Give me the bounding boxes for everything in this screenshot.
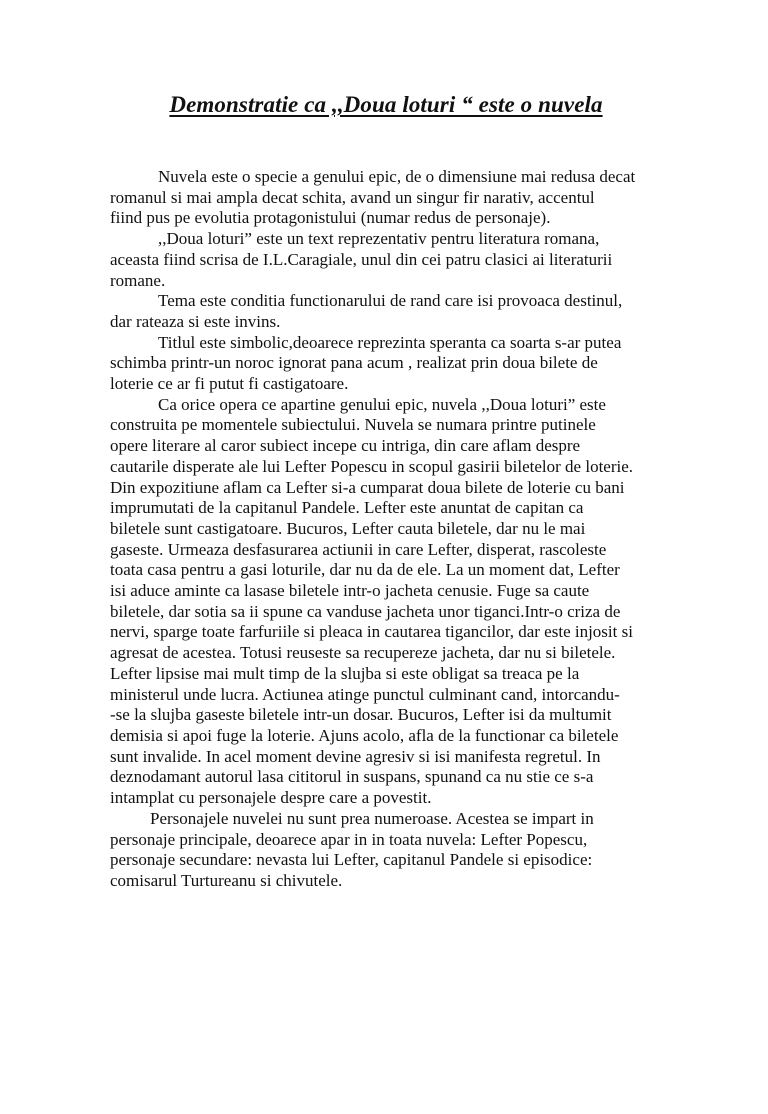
text-line: romane. [110,270,166,290]
text-line: agresat de acestea. Totusi reuseste sa recupereze jacheta, dar nu si biletele. [110,643,616,663]
text-line: aceasta fiind scrisa de I.L.Caragiale, unul din cei patru clasici ai literaturii [110,249,613,269]
text-line: imprumutati de la capitanul Pandele. Lefter este anuntat de capitan ca [110,498,584,518]
text-line: loterie ce ar fi putut fi castigatoare. [110,374,349,394]
text-line: biletele sunt castigatoare. Bucuros, Lefter cauta biletele, dar nu le mai [110,518,586,538]
text-line: Din expozitiune aflam ca Lefter si-a cumparat doua bilete de loterie cu bani [110,477,625,497]
text-line: Nuvela este o specie a genului epic, de o dimensiune mai redusa decat [158,167,636,186]
text-line: personaje secundare: nevasta lui Lefter, capitanul Pandele si episodice: [110,850,593,870]
document-title: Demonstratie ca ,,Doua loturi “ este o nuvela [169,92,603,117]
paragraph [110,291,662,332]
text-line: personaje principale, deoarece apar in in toata nuvela: Lefter Popescu, [110,829,588,849]
text-line: ministerul unde lucra. Actiunea atinge punctul culminant cand, intorcandu- [110,684,620,704]
text-line: Lefter lipsise mai mult timp de la slujba si este obligat sa treaca pe la [110,663,580,683]
text-line: sunt invalide. In acel moment devine agresiv si isi manifesta regretul. In [110,746,601,766]
text-line: construita pe momentele subiectului. Nuvela se numara printre putinele [110,415,596,435]
document-body [110,167,662,892]
text-line: fiind pus pe evolutia protagonistului (numar redus de personaje). [110,208,551,228]
paragraph [110,333,662,395]
text-line: demisia si apoi fuge la loterie. Ajuns acolo, afla de la functionar ca biletele [110,725,619,745]
paragraph [110,167,662,229]
text-line: -se la slujba gaseste biletele intr-un dosar. Bucuros, Lefter isi da multumit [110,705,612,725]
text-line: romanul si mai ampla decat schita, avand un singur fir narativ, accentul [110,187,595,207]
document-page [0,90,768,1114]
text-line: dar rateaza si este invins. [110,311,281,331]
paragraph [110,229,662,291]
text-line: deznodamant autorul lasa cititorul in suspans, spunand ca nu stie ce s-a [110,767,594,787]
text-line: Ca orice opera ce apartine genului epic, nuvela ,,Doua loturi” este [158,394,606,414]
paragraph [110,809,662,892]
text-line: Tema este conditia functionarului de rand care isi provoaca destinul, [158,291,623,311]
text-line: Titlul este simbolic,deoarece reprezinta speranta ca soarta s-ar putea [158,332,622,352]
text-line: schimba printr-un noroc ignorat pana acum , realizat prin doua bilete de [110,353,598,373]
text-line: comisarul Turtureanu si chivutele. [110,870,343,890]
text-line: cautarile disperate ale lui Lefter Popescu in scopul gasirii biletelor de loterie. [110,456,634,476]
paragraph [110,395,662,809]
text-line: biletele, dar sotia sa ii spune ca vanduse jacheta unor tiganci.Intr-o criza de [110,601,621,621]
text-line: intamplat cu personajele despre care a povestit. [110,788,432,808]
text-line: ,,Doua loturi” este un text reprezentativ pentru literatura romana, [158,229,600,249]
text-line: Personajele nuvelei nu sunt prea numeroase. Acestea se impart in [150,808,594,828]
text-line: opere literare al caror subiect incepe cu intriga, din care aflam despre [110,436,581,456]
text-line: isi aduce aminte ca lasase biletele intr-o jacheta cenusie. Fuge sa caute [110,581,590,601]
text-line: gaseste. Urmeaza desfasurarea actiunii in care Lefter, disperat, rascoleste [110,539,607,559]
text-line: nervi, sparge toate farfuriile si pleaca in cautarea tigancilor, dar este injosit si [110,622,633,642]
text-line: toata casa pentru a gasi loturile, dar nu da de ele. La un moment dat, Lefter [110,560,620,580]
